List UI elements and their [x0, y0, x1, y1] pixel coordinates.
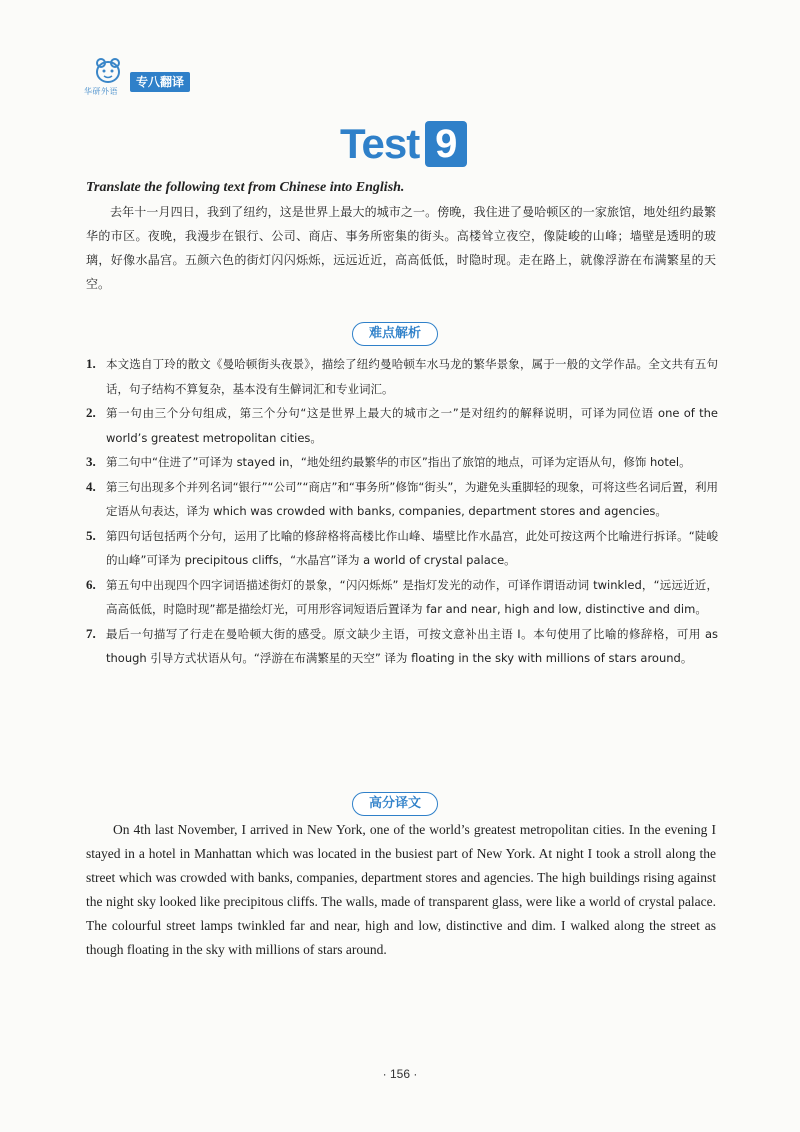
- translation-text: On 4th last November, I arrived in New York, one of the world’s greatest metropolitan cities. In the evening I stayed in a hotel in Manhattan which was located in the busiest part of New York. At night I took a stroll along the street which was crowded with banks, companies, department stores and agencies. The high buildings rising against the night sky looked like precipitous cliffs. The walls, made of transparent glass, were like a world of crystal palace. The colourful street lamps twinkled far and near, high and low, distinctive and dim. I walked along the street as though floating in the sky with millions of stars around.: [86, 822, 716, 957]
- test-title-number: 9: [425, 121, 467, 167]
- point-text: 本文选自丁玲的散文《曼哈顿街头夜景》，描绘了纽约曼哈顿车水马龙的繁华景象，属于一般的文学作品。全文共有五句话，句子结构不算复杂，基本没有生僻词汇和专业词汇。: [106, 357, 718, 396]
- series-badge: 专八翻译: [130, 72, 190, 92]
- page-number: · 156 ·: [382, 1067, 418, 1081]
- test-title-word: Test: [340, 120, 420, 167]
- point-number: 6.: [86, 576, 96, 592]
- translation-heading: 高分译文: [352, 792, 438, 816]
- instruction: Translate the following text from Chinese into English.: [86, 180, 405, 195]
- point-number: 5.: [86, 527, 96, 543]
- source-text: 去年十一月四日，我到了纽约，这是世界上最大的城市之一。傍晚，我住进了曼哈顿区的一家旅馆，地处纽约最繁华的市区。夜晚，我漫步在银行、公司、商店、事务所密集的街头。高楼耸立夜空，像陡峻的山峰；墙壁是透明的玻璃，好像水晶宫。五颜六色的街灯闪闪烁烁，远远近近，高高低低，时隐时现。走在路上，就像浮游在布满繁星的天空。: [86, 205, 716, 291]
- point-number: 2.: [86, 405, 96, 420]
- point-number: 1.: [86, 356, 96, 371]
- point-text: 第二句中“住进了”可译为 stayed in，“地处纽约最繁华的市区”指出了旅馆的地点，可译为定语从句，修饰 hotel。: [106, 455, 691, 469]
- point-number: 3.: [86, 454, 96, 469]
- difficult-point: [86, 475, 718, 524]
- difficult-point: [86, 450, 718, 475]
- publisher-name: 华研外语: [84, 87, 118, 96]
- difficult-point: [86, 622, 718, 671]
- point-text: 第三句出现多个并列名词“银行”“公司”“商店”和“事务所”修饰“街头”，为避免头重脚轻的现象，可将这些名词后置，利用定语从句表达，译为 which was crowded with banks, companies, department stores and agencies。: [106, 479, 718, 518]
- point-text: 第五句中出现四个四字词语描述街灯的景象，“闪闪烁烁” 是指灯发光的动作，可译作谓语动词 twinkled，“远远近近，高高低低，时隐时现”都是描绘灯光，可用形容词短语后置译为 far and near, high and low, distinctive and dim。: [106, 577, 718, 616]
- difficult-points-list: [86, 352, 718, 671]
- point-text: 第四句话包括两个分句，运用了比喻的修辞格将高楼比作山峰、墙壁比作水晶宫，此处可按这两个比喻进行拆译。“陡峻的山峰”可译为 precipitous cliffs，“水晶宫”译为 a world of crystal palace。: [106, 528, 718, 567]
- difficult-point: [86, 573, 718, 622]
- test-title: [340, 116, 467, 172]
- point-number: 4.: [86, 478, 96, 494]
- difficult-points-heading: 难点解析: [352, 322, 438, 346]
- point-number: 7.: [86, 625, 96, 641]
- difficult-point: [86, 401, 718, 450]
- difficult-point: [86, 524, 718, 573]
- difficult-point: [86, 352, 718, 401]
- point-text: 第一句由三个分句组成，第三个分句“这是世界上最大的城市之一”是对纽约的解释说明，可译为同位语 one of the world’s greatest metropolitan cities。: [106, 406, 718, 445]
- point-text: 最后一句描写了行走在曼哈顿大街的感受。原文缺少主语，可按文意补出主语 I。本句使用了比喻的修辞格，可用 as though 引导方式状语从句。“浮游在布满繁星的天空” 译为 floating in the sky with millions of stars around。: [106, 626, 718, 665]
